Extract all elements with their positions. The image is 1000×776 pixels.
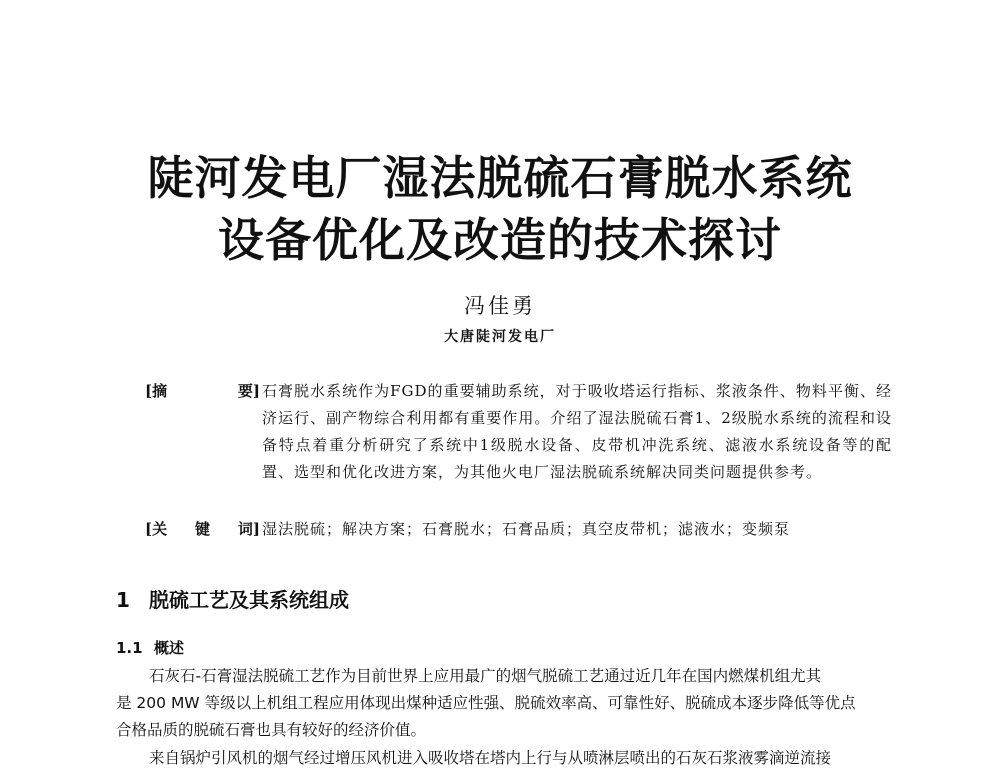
subsection-number: 1.1 bbox=[116, 639, 143, 657]
subsection-heading bbox=[116, 637, 184, 659]
body-text-line: 合格品质的脱硫石膏也具有较好的经济价值。 bbox=[116, 721, 427, 739]
paper-title-line-2: 设备优化及改造的技术探讨 bbox=[218, 213, 782, 267]
keywords-label-close: 词] bbox=[237, 520, 260, 538]
keywords-label bbox=[145, 516, 260, 543]
body-text-line: 石灰石-石膏湿法脱硫工艺作为目前世界上应用最广的烟气脱硫工艺通过近几年在国内燃煤机组尤其 bbox=[149, 667, 822, 685]
abstract-text: 石膏脱水系统作为FGD的重要辅助系统，对于吸收塔运行指标、浆液条件、物料平衡、经济运行、副产物综合利用都有重要作用。介绍了湿法脱硫石膏1、2级脱水系统的流程和设备特点着重分析研究了系统中1级脱水设备、皮带机冲洗系统、滤液水系统设备等的配置、选型和优化改进方案，为其他火电厂湿法脱硫系统解决同类问题提供参考。 bbox=[262, 382, 892, 481]
abstract bbox=[145, 378, 905, 513]
keywords-label-open: [关 bbox=[145, 520, 168, 538]
section-heading bbox=[116, 586, 349, 614]
keywords-text: 湿法脱硫；解决方案；石膏脱水；石膏品质；真空皮带机；滤液水；变频泵 bbox=[262, 520, 791, 538]
subsection-title: 概述 bbox=[154, 639, 185, 657]
keywords bbox=[145, 516, 905, 543]
author-name: 冯佳勇 bbox=[464, 294, 536, 318]
section-number: 1 bbox=[116, 588, 130, 612]
abstract-label-close: 要] bbox=[237, 382, 260, 400]
keywords-label-mid: 键 bbox=[194, 520, 210, 538]
author-affiliation: 大唐陡河发电厂 bbox=[444, 329, 556, 345]
section-title: 脱硫工艺及其系统组成 bbox=[149, 588, 349, 612]
body-text-line: 是 200 MW 等级以上机组工程应用体现出煤种适应性强、脱硫效率高、可靠性好、脱硫成本逐步降低等优点 bbox=[116, 694, 856, 712]
abstract-label-open: [摘 bbox=[145, 382, 168, 400]
abstract-label bbox=[145, 378, 260, 405]
paper-title-line-1: 陡河发电厂湿法脱硫石膏脱水系统 bbox=[147, 151, 853, 205]
body-text-line: 来自锅炉引风机的烟气经过增压风机进入吸收塔在塔内上行与从喷淋层喷出的石灰石浆液雾滴逆流接 bbox=[149, 749, 832, 767]
